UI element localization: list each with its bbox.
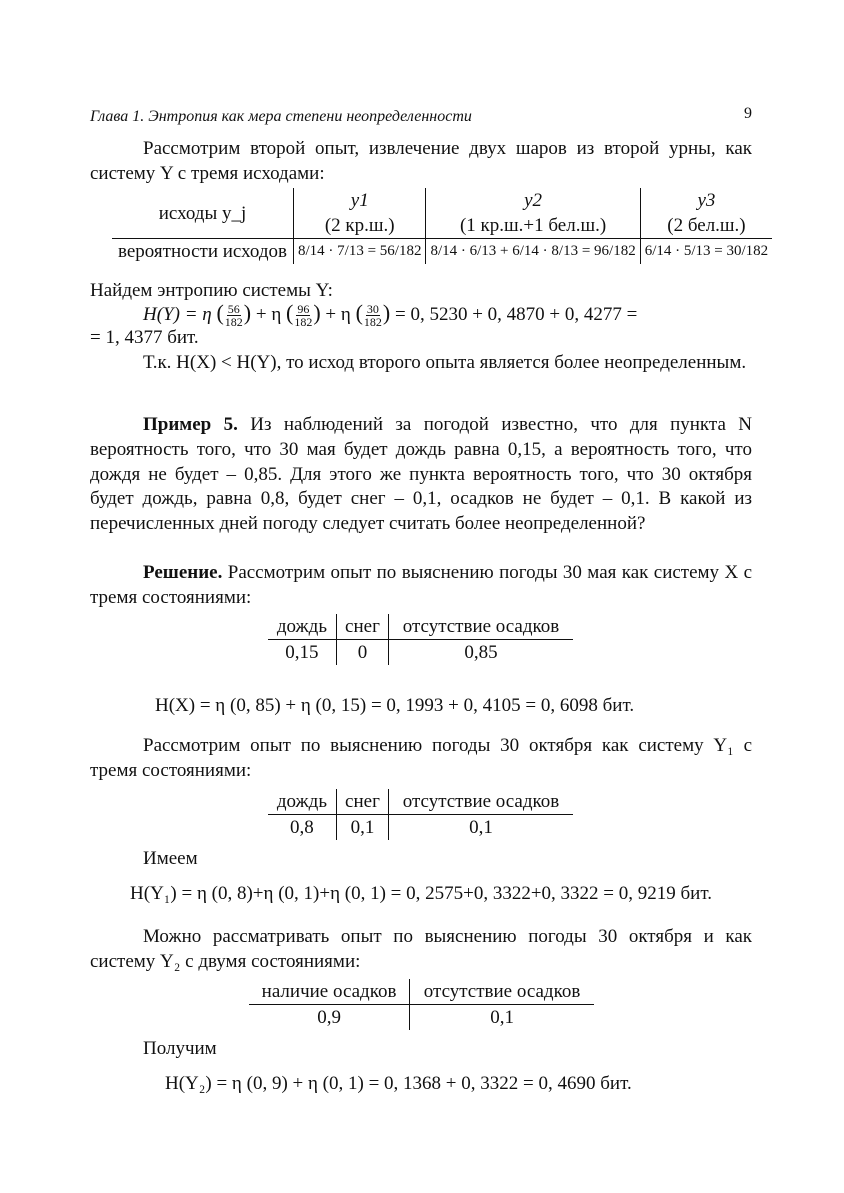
solution-label: Решение. [143,562,223,583]
formula-hy2: H(Y₂) = η (0, 9) + η (0, 1) = 0, 1368 + 0, 3322 = 0, 4690 бит. [165,1073,632,1094]
col-name: y3 [697,190,716,211]
col-name: y1 [350,190,369,211]
fraction: $\frac{56}{182}$ [224,302,243,330]
table-cell: 0,1 [469,817,493,838]
table-cell: 0,15 [268,640,336,666]
formula-hy-continuation: = 1, 4377 бит. [90,327,199,348]
example-label: Пример 5. [143,414,238,435]
table-cell: 0,1 [490,1007,514,1028]
paragraph-october: Рассмотрим опыт по выяснению погоды 30 октября как систему Y₁ с тремя состояниями: [90,735,752,781]
fraction: ( $\frac{56}{182}$ ) [216,300,252,330]
paragraph-intro: Рассмотрим второй опыт, извлечение двух шаров из второй урны, как систему Y с тремя исходами: [90,138,752,184]
formula-lhs: H(Y) = η [143,304,212,325]
fraction: ( $\frac{30}{182}$ ) [355,300,391,330]
table-header: снег [336,614,388,640]
fraction: ( $\frac{96}{182}$ ) [286,300,321,330]
prob-cell: 6/14 · 5/13 = 30/182 [644,243,769,259]
prob-header: вероятности исходов [112,239,294,265]
formula-rhs: = 0, 5230 + 0, 4870 + 0, 4277 = [394,304,638,325]
table-header: отсутствие осадков [402,616,560,637]
formula-hy: H(Y) = η ( $\frac{56}{182}$ ) + η ( $\frac{96}{182}$ ) + η ( $\frac{30}{182}$ ) = 0, 5230 + 0, 4870 + 0, 4277 = [143,300,638,330]
paragraph-obtain: Получим [143,1038,217,1059]
table-header: отсутствие осадков [402,791,560,812]
table-cell: 0,85 [464,642,498,663]
precipitation-table [249,979,594,1030]
example-text: Из наблюдений за погодой известно, что для пункта N вероятность того, что 30 мая будет дождь равна 0,15, а вероятность того, что дождя не будет – 0,85. Для этого же пункта вероятность того, что 30 октября будет дождь, равна 0,8, будет снег – 0,1, осадков не будет – 0,1. В какой из перечисленных дней погоду следует считать более неопределенной? [90,414,752,535]
table-header: дождь [268,614,336,640]
paragraph-two-states: Можно рассматривать опыт по выяснению погоды 30 октября и как систему Y₂ с двумя состояниями: [90,926,752,972]
col-desc: (2 кр.ш.) [294,213,426,239]
table-header: дождь [268,789,336,815]
october-weather-table [268,789,573,840]
formula-hx: H(X) = η (0, 85) + η (0, 15) = 0, 1993 + 0, 4105 = 0, 6098 бит. [155,695,635,716]
example-5 [90,413,752,537]
col-desc: (1 кр.ш.+1 бел.ш.) [426,213,640,239]
paragraph-find-entropy: Найдем энтропию системы Y: [90,280,333,301]
page-number: 9 [744,105,752,122]
table-cell: 0,1 [336,815,388,841]
col-name: y2 [524,190,543,211]
table-header: снег [336,789,388,815]
formula-hy1: H(Y₁) = η (0, 8)+η (0, 1)+η (0, 1) = 0, 2575+0, 3322+0, 3322 = 0, 9219 бит. [130,883,712,904]
solution-text: Рассмотрим опыт по выяснению погоды 30 мая как систему X с тремя состояниями: [90,562,753,608]
paragraph-have: Имеем [143,848,198,869]
fraction: $\frac{30}{182}$ [363,302,382,330]
row-header: исходы y_j [112,188,294,239]
table-cell: 0,8 [268,815,336,841]
prob-cell: 8/14 · 7/13 = 56/182 [294,239,426,265]
col-desc: (2 бел.ш.) [667,215,746,236]
prob-cell: 8/14 · 6/13 + 6/14 · 8/13 = 96/182 [426,239,640,265]
table-cell: 0,9 [249,1005,410,1031]
outcomes-table [112,188,772,264]
may-weather-table [268,614,573,665]
fraction: $\frac{96}{182}$ [294,302,313,330]
solution [90,561,752,611]
table-header: отсутствие осадков [423,981,581,1002]
table-header: наличие осадков [249,979,410,1005]
paragraph-comparison: Т.к. H(X) < H(Y), то исход второго опыта является более неопределенным. [143,352,747,373]
running-header: Глава 1. Энтропия как мера степени неопределенности [90,108,472,125]
table-cell: 0 [336,640,388,666]
